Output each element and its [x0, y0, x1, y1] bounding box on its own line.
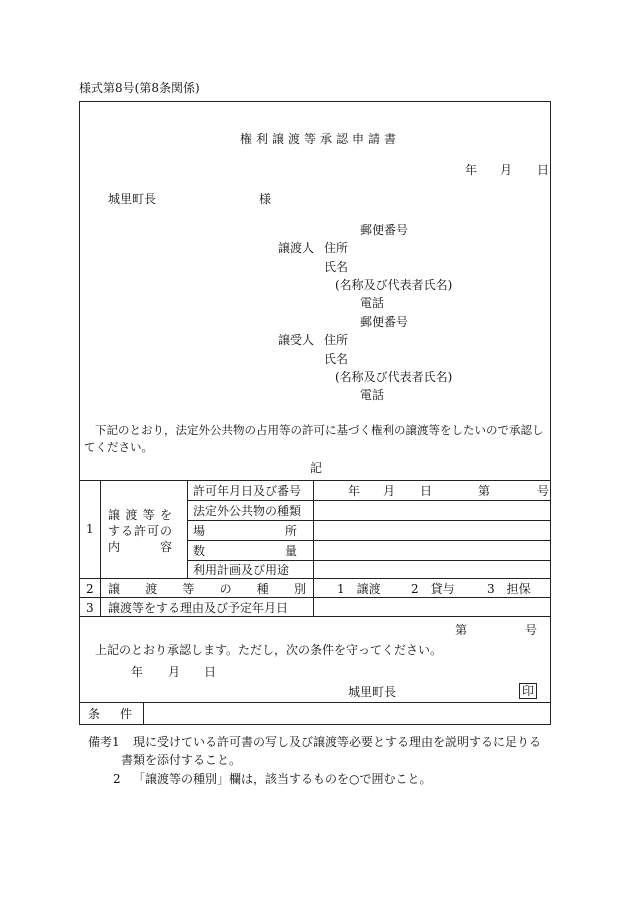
- item-permit-date-label: 許可年月日及び番号: [193, 484, 302, 498]
- transferor-rep-label: (名称及び代表者氏名): [335, 278, 453, 292]
- item-facility-type-label: 法定外公共物の種類: [193, 504, 302, 518]
- body-text-line2: てください。: [84, 440, 153, 454]
- row1-label-line1: 譲 渡 等 を: [108, 508, 172, 522]
- date-month: 月: [500, 163, 513, 177]
- transferee-postal-label: 郵便番号: [360, 315, 409, 329]
- seal-mark: 印: [519, 683, 537, 699]
- approval-day: 日: [204, 665, 217, 679]
- form-label: 様式第8号(第8条関係): [79, 81, 200, 95]
- transferee-phone-label: 電話: [360, 388, 385, 402]
- addressee-honorific: 様: [259, 192, 272, 206]
- transferor-role: 譲渡人: [278, 241, 315, 255]
- transferee-name-label: 氏名: [324, 352, 349, 366]
- note2-text: 「譲渡等の種別」欄は，該当するものを○で囲むこと。: [133, 772, 432, 786]
- permit-number-prefix: 第: [478, 484, 491, 498]
- note1-line2: 書類を添付すること。: [121, 753, 242, 767]
- permit-number-suffix: 号: [537, 484, 550, 498]
- approval-year: 年: [131, 665, 144, 679]
- row1-label-line3: 内 容: [108, 540, 172, 554]
- approval-number-suffix: 号: [525, 623, 538, 637]
- notes-head: 備考1: [88, 735, 120, 749]
- row3-number: 3: [86, 601, 94, 615]
- ki-heading: 記: [310, 461, 323, 475]
- option-collateral: 3 担保: [487, 582, 531, 596]
- addressee-name: 城里町長: [108, 192, 157, 206]
- approval-number-prefix: 第: [455, 623, 468, 637]
- item-quantity-label: 数 量: [193, 544, 297, 558]
- row3-label: 譲渡等をする理由及び予定年月日: [108, 601, 289, 615]
- approval-month: 月: [168, 665, 181, 679]
- conditions-label: 条 件: [88, 707, 132, 721]
- option-lease: 2 貸与: [411, 582, 455, 596]
- body-text-line1: 下記のとおり，法定外公共物の占用等の許可に基づく権利の譲渡等をしたいので承認し: [95, 423, 544, 437]
- permit-date-year: 年: [348, 484, 361, 498]
- transferee-rep-label: (名称及び代表者氏名): [335, 370, 453, 384]
- transferee-address-label: 住所: [324, 333, 349, 347]
- permit-date-day: 日: [420, 484, 433, 498]
- transferor-postal-label: 郵便番号: [360, 223, 409, 237]
- row1-number: 1: [86, 522, 94, 536]
- date-day: 日: [537, 163, 550, 177]
- approval-text: 上記のとおり承認します。ただし，次の条件を守ってください。: [95, 643, 443, 657]
- form-title: 権利譲渡等承認申請書: [240, 132, 401, 146]
- note1-line1: 現に受けている許可書の写し及び譲渡等必要とする理由を説明するに足りる: [133, 735, 542, 749]
- date-year: 年: [465, 163, 478, 177]
- option-transfer: 1 譲渡: [337, 582, 381, 596]
- approval-mayor: 城里町長: [348, 685, 397, 699]
- row2-label: 譲 渡 等 の 種 別: [108, 582, 306, 596]
- transferor-address-label: 住所: [324, 241, 349, 255]
- transferee-role: 譲受人: [278, 333, 315, 347]
- permit-date-month: 月: [383, 484, 396, 498]
- row2-number: 2: [86, 582, 94, 596]
- transferor-phone-label: 電話: [360, 296, 385, 310]
- item-location-label: 場 所: [193, 524, 297, 538]
- note2-number: 2: [113, 772, 121, 786]
- transferor-name-label: 氏名: [324, 260, 349, 274]
- row1-label-line2: す る 許 可 の: [108, 524, 172, 538]
- item-usage-plan-label: 利用計画及び用途: [193, 563, 290, 577]
